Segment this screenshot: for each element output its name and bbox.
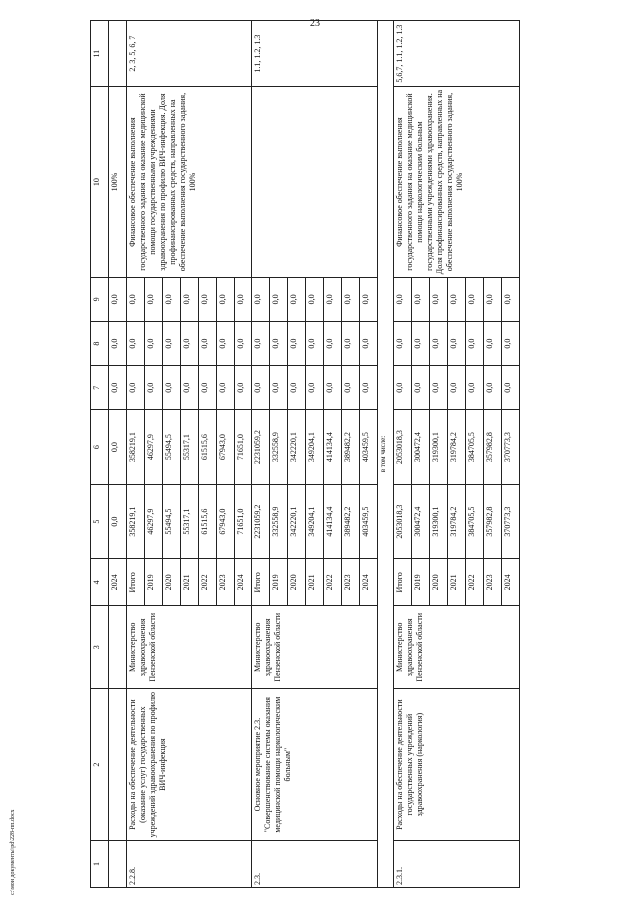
executor: Министерство здравоохранения Пензенской области xyxy=(252,606,378,689)
value-cell: 46297,9 xyxy=(144,410,162,485)
value-cell: 300472,4 xyxy=(412,410,430,485)
value-cell: 0,0 xyxy=(360,322,378,366)
value-cell: 414134,4 xyxy=(324,484,342,559)
value-cell: 0,0 xyxy=(162,277,180,321)
value-cell: 0,0 xyxy=(306,366,324,410)
value-cell: 370773,3 xyxy=(501,410,519,485)
value-cell: 0,0 xyxy=(465,366,483,410)
value-cell: 0,0 xyxy=(288,366,306,410)
value-cell: 384705,5 xyxy=(465,484,483,559)
col-header-10: 10 xyxy=(91,87,109,278)
value-cell: 0,0 xyxy=(108,322,126,366)
value-cell: 0,0 xyxy=(342,277,360,321)
year-cell: 2020 xyxy=(430,559,448,606)
links-cell: 5,6,7, 1.1, 1.2, 1.3 xyxy=(394,21,520,87)
year-cell: 2023 xyxy=(216,559,234,606)
value-cell: 0,0 xyxy=(234,366,252,410)
value-cell: 0,0 xyxy=(288,322,306,366)
value-cell: 0,0 xyxy=(501,366,519,410)
value-cell: 349204,1 xyxy=(306,410,324,485)
table-row xyxy=(378,21,394,888)
value-cell: 403459,5 xyxy=(360,484,378,559)
col-header-5: 5 xyxy=(91,484,109,559)
value-cell: 0,0 xyxy=(448,322,466,366)
value-cell: 0,0 xyxy=(448,366,466,410)
value-cell: 0,0 xyxy=(465,322,483,366)
value-cell: 67943,0 xyxy=(216,484,234,559)
value-cell: 389482,2 xyxy=(342,484,360,559)
footer-path: c:\мои документы\pd\228-пп.docx xyxy=(10,809,16,895)
value-cell: 319300,1 xyxy=(430,410,448,485)
item-name: Расходы на обеспечение деятельности (оказание услуг) государственных учреждений здравоохранения по профилю ВИЧ-инфекция xyxy=(126,689,252,841)
year-cell: 2021 xyxy=(180,559,198,606)
links-cell: 2, 3, 5, 6, 7 xyxy=(126,21,252,87)
indicator-cell: 100% xyxy=(108,87,126,278)
value-cell: 0,0 xyxy=(412,366,430,410)
value-cell: 389482,2 xyxy=(342,410,360,485)
year-cell: 2024 xyxy=(501,559,519,606)
year-cell: 2019 xyxy=(144,559,162,606)
value-cell: 370773,3 xyxy=(501,484,519,559)
value-cell: 55494,5 xyxy=(162,484,180,559)
col-header-4: 4 xyxy=(91,559,109,606)
value-cell: 0,0 xyxy=(394,277,412,321)
value-cell: 349204,1 xyxy=(306,484,324,559)
value-cell: 0,0 xyxy=(216,322,234,366)
col-header-11: 11 xyxy=(91,21,109,87)
year-cell: 2024 xyxy=(108,559,126,606)
value-cell: 0,0 xyxy=(324,366,342,410)
value-cell: 0,0 xyxy=(360,366,378,410)
value-cell: 55317,1 xyxy=(180,410,198,485)
table-row xyxy=(126,21,144,888)
value-cell: 0,0 xyxy=(216,366,234,410)
value-cell: 2231059,2 xyxy=(252,484,270,559)
value-cell: 0,0 xyxy=(270,277,288,321)
value-cell: 357982,8 xyxy=(483,484,501,559)
item-number: 2.2.8. xyxy=(126,841,252,888)
value-cell: 0,0 xyxy=(465,277,483,321)
col-header-1: 1 xyxy=(91,841,109,888)
year-cell: 2022 xyxy=(465,559,483,606)
value-cell: 0,0 xyxy=(306,277,324,321)
value-cell: 300472,4 xyxy=(412,484,430,559)
value-cell: 342220,1 xyxy=(288,410,306,485)
indicator-text xyxy=(252,87,378,278)
value-cell: 358219,1 xyxy=(126,410,144,485)
value-cell: 0,0 xyxy=(126,277,144,321)
rotated-table-wrapper xyxy=(90,20,520,888)
empty-cell xyxy=(108,689,126,841)
value-cell: 61515,6 xyxy=(198,410,216,485)
value-cell: 403459,5 xyxy=(360,410,378,485)
value-cell: 55494,5 xyxy=(162,410,180,485)
value-cell: 0,0 xyxy=(234,322,252,366)
empty-cell xyxy=(108,606,126,689)
value-cell: 0,0 xyxy=(252,366,270,410)
executor: Министерство здравоохранения Пензенской области xyxy=(126,606,252,689)
value-cell: 0,0 xyxy=(252,277,270,321)
year-cell: 2024 xyxy=(360,559,378,606)
value-cell: 0,0 xyxy=(180,277,198,321)
value-cell: 0,0 xyxy=(448,277,466,321)
value-cell: 0,0 xyxy=(198,277,216,321)
value-cell: 0,0 xyxy=(483,322,501,366)
in-that-number-note: в том числе: xyxy=(378,21,394,888)
year-cell: 2023 xyxy=(483,559,501,606)
value-cell: 0,0 xyxy=(430,277,448,321)
col-header-8: 8 xyxy=(91,322,109,366)
empty-cell xyxy=(108,21,126,87)
value-cell: 0,0 xyxy=(198,322,216,366)
col-header-9: 9 xyxy=(91,277,109,321)
value-cell: 342220,1 xyxy=(288,484,306,559)
value-cell: 0,0 xyxy=(430,322,448,366)
year-cell: 2021 xyxy=(306,559,324,606)
value-cell: 0,0 xyxy=(324,277,342,321)
col-header-6: 6 xyxy=(91,410,109,485)
empty-cell xyxy=(108,841,126,888)
value-cell: 384705,5 xyxy=(465,410,483,485)
value-cell: 0,0 xyxy=(216,277,234,321)
value-cell: 0,0 xyxy=(126,366,144,410)
value-cell: 414134,4 xyxy=(324,410,342,485)
value-cell: 0,0 xyxy=(501,322,519,366)
table-row xyxy=(394,21,412,888)
year-cell: Итого xyxy=(252,559,270,606)
year-cell: 2022 xyxy=(324,559,342,606)
value-cell: 0,0 xyxy=(342,322,360,366)
value-cell: 332558,9 xyxy=(270,484,288,559)
year-cell: 2020 xyxy=(162,559,180,606)
item-name: Расходы на обеспечение деятельности государственных учреждений здравоохранения (наркология) xyxy=(394,689,520,841)
value-cell: 357982,8 xyxy=(483,410,501,485)
value-cell: 0,0 xyxy=(270,322,288,366)
year-cell: Итого xyxy=(126,559,144,606)
value-cell: 55317,1 xyxy=(180,484,198,559)
col-header-3: 3 xyxy=(91,606,109,689)
header-row xyxy=(91,21,109,888)
value-cell: 0,0 xyxy=(270,366,288,410)
value-cell: 0,0 xyxy=(144,366,162,410)
value-cell: 2053018,3 xyxy=(394,484,412,559)
value-cell: 67943,0 xyxy=(216,410,234,485)
value-cell: 0,0 xyxy=(126,322,144,366)
col-header-2: 2 xyxy=(91,689,109,841)
indicator-text: Финансовое обеспечение выполнения государственного задания на оказание медицинской помощи государственными учреждениями здравоохранения по профилю ВИЧ-инфекция. Доля профинансированных средств, направленных на обеспечение выполнения государственного задания, 100% xyxy=(126,87,252,278)
value-cell: 0,0 xyxy=(483,366,501,410)
value-cell: 332558,9 xyxy=(270,410,288,485)
value-cell: 319784,2 xyxy=(448,484,466,559)
value-cell: 319300,1 xyxy=(430,484,448,559)
year-cell: 2023 xyxy=(342,559,360,606)
value-cell: 0,0 xyxy=(180,366,198,410)
value-cell: 358219,1 xyxy=(126,484,144,559)
value-cell: 0,0 xyxy=(412,322,430,366)
year-cell: 2021 xyxy=(448,559,466,606)
value-cell: 0,0 xyxy=(501,277,519,321)
year-cell: 2020 xyxy=(288,559,306,606)
year-cell: Итого xyxy=(394,559,412,606)
value-cell: 0,0 xyxy=(162,322,180,366)
value-cell: 0,0 xyxy=(306,322,324,366)
year-cell: 2024 xyxy=(234,559,252,606)
value-cell: 0,0 xyxy=(412,277,430,321)
executor: Министерство здравоохранения Пензенской области xyxy=(394,606,520,689)
value-cell: 0,0 xyxy=(108,484,126,559)
value-cell: 0,0 xyxy=(394,366,412,410)
indicator-text: Финансовое обеспечение выполнения государственного задания на оказание медицинской помощи наркологическим больным государственными учреждениями здравоохранения. Доля профинансированных средств, направленных на обеспечение выполнения государственного задания, 100% xyxy=(394,87,520,278)
value-cell: 0,0 xyxy=(162,366,180,410)
value-cell: 2053018,3 xyxy=(394,410,412,485)
budget-table xyxy=(90,20,520,888)
value-cell: 0,0 xyxy=(108,410,126,485)
value-cell: 0,0 xyxy=(108,366,126,410)
value-cell: 2231059,2 xyxy=(252,410,270,485)
col-header-7: 7 xyxy=(91,366,109,410)
value-cell: 0,0 xyxy=(288,277,306,321)
table-row xyxy=(108,21,126,888)
value-cell: 0,0 xyxy=(252,322,270,366)
links-cell: 1.1, 1.2, 1.3 xyxy=(252,21,378,87)
value-cell: 0,0 xyxy=(144,277,162,321)
value-cell: 0,0 xyxy=(430,366,448,410)
value-cell: 0,0 xyxy=(108,277,126,321)
table-row xyxy=(252,21,270,888)
value-cell: 319784,2 xyxy=(448,410,466,485)
year-cell: 2022 xyxy=(198,559,216,606)
value-cell: 61515,6 xyxy=(198,484,216,559)
value-cell: 0,0 xyxy=(394,322,412,366)
item-name: Основное мероприятие 2.3. "Совершенствование системы оказания медицинской помощи наркологическим больным" xyxy=(252,689,378,841)
value-cell: 0,0 xyxy=(324,322,342,366)
year-cell: 2019 xyxy=(412,559,430,606)
value-cell: 0,0 xyxy=(180,322,198,366)
value-cell: 0,0 xyxy=(144,322,162,366)
value-cell: 46297,9 xyxy=(144,484,162,559)
value-cell: 0,0 xyxy=(198,366,216,410)
item-number: 2.3.1. xyxy=(394,841,520,888)
value-cell: 0,0 xyxy=(234,277,252,321)
item-number: 2.3. xyxy=(252,841,378,888)
value-cell: 0,0 xyxy=(360,277,378,321)
page-number: 23 xyxy=(310,18,320,29)
year-cell: 2019 xyxy=(270,559,288,606)
value-cell: 71651,0 xyxy=(234,410,252,485)
value-cell: 71651,0 xyxy=(234,484,252,559)
value-cell: 0,0 xyxy=(483,277,501,321)
value-cell: 0,0 xyxy=(342,366,360,410)
